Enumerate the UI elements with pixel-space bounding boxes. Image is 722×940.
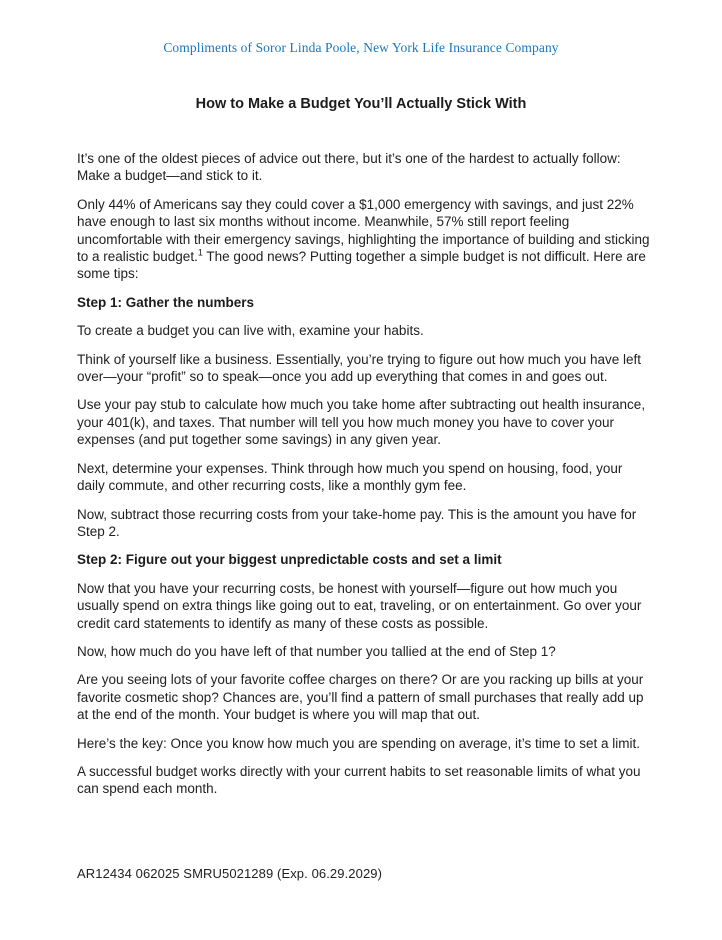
paragraph: Here’s the key: Once you know how much you are spending on average, it’s time to set a limit. bbox=[77, 735, 641, 751]
section-heading: Step 2: Figure out your biggest unpredictable costs and set a limit bbox=[77, 552, 502, 568]
page-title: How to Make a Budget You’ll Actually Stick With bbox=[195, 96, 527, 112]
compliments-line: Compliments of Soror Linda Poole, New York Life Insurance Company bbox=[163, 40, 559, 55]
article-body bbox=[77, 150, 651, 798]
section-heading: Step 1: Gather the numbers bbox=[77, 294, 255, 310]
paragraph: Use your pay stub to calculate how much you take home after subtracting out health insurance, your 401(k), and taxes. That number will tell you how much money you have to cover your expenses (and put together some savings) in any given year. bbox=[77, 397, 646, 448]
paragraph: Now that you have your recurring costs, be honest with yourself—figure out how much you usually spend on extra things like going out to eat, traveling, or on entertainment. Go over your credit card statements to identify as many of these costs as possible. bbox=[77, 580, 642, 631]
paragraph-text: The good news? Putting together a simple budget is not difficult. Here are some tips: bbox=[77, 249, 646, 282]
paragraph bbox=[77, 196, 651, 283]
paragraph: Think of yourself like a business. Essentially, you’re trying to figure out how much you have left over—your “profit” so to speak—once you add up everything that comes in and goes out. bbox=[77, 351, 642, 385]
paragraph: Next, determine your expenses. Think through how much you spend on housing, food, your daily commute, and other recurring costs, like a monthly gym fee. bbox=[77, 460, 623, 494]
paragraph: It’s one of the oldest pieces of advice out there, but it’s one of the hardest to actually follow: Make a budget—and stick to it. bbox=[77, 151, 621, 184]
footnote-reference: 1 bbox=[197, 247, 203, 258]
footer-code: AR12434 062025 SMRU5021289 (Exp. 06.29.2029) bbox=[77, 866, 383, 881]
paragraph: Now, subtract those recurring costs from your take-home pay. This is the amount you have for Step 2. bbox=[77, 506, 637, 539]
paragraph-text: Only 44% of Americans say they could cover a $1,000 emergency with savings, and just 22% have enough to last six months without income. Meanwhile, 57% still report feeling uncomfortable with their emergency savings, highlighting the importance of building and sticking to a realistic budget. bbox=[77, 196, 650, 265]
paragraph: A successful budget works directly with your current habits to set reasonable limits of what you can spend each month. bbox=[77, 763, 641, 797]
paragraph: To create a budget you can live with, examine your habits. bbox=[77, 323, 424, 339]
paragraph: Now, how much do you have left of that number you tallied at the end of Step 1? bbox=[77, 643, 556, 659]
paragraph: Are you seeing lots of your favorite coffee charges on there? Or are you racking up bills at your favorite cosmetic shop? Chances are, you’ll find a pattern of small purchases that really add up at the end of the month. Your budget is where you will map that out. bbox=[77, 672, 644, 723]
